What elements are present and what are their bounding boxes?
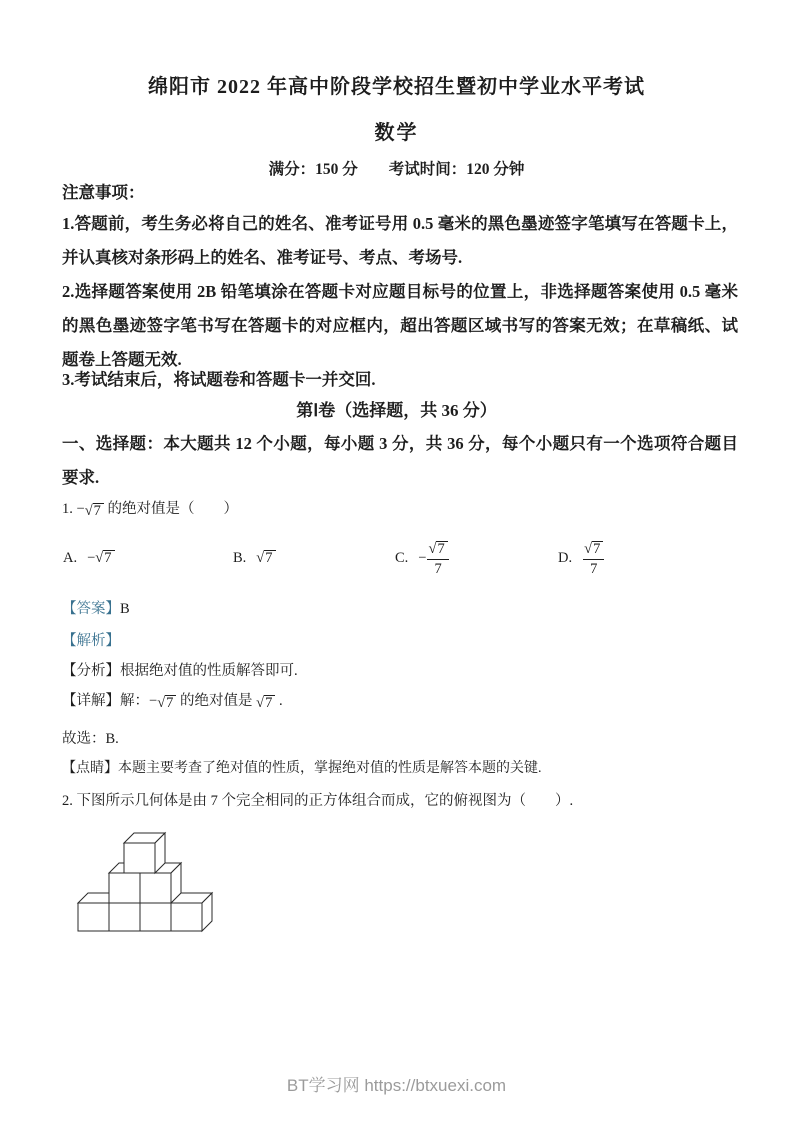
fraction-denominator: 7 (427, 559, 448, 578)
radicand: 7 (264, 550, 275, 566)
radicand: 7 (592, 541, 603, 557)
notice-item-1: 1.答题前，考生务必将自己的姓名、准考证号用 0.5 毫米的黑色墨迹签字笔填写在答题卡上，并认真核对条形码上的姓名、准考证号、考点、考场号. (62, 214, 738, 267)
sqrt-sign: √ (256, 549, 265, 566)
minus-sign: − (87, 549, 96, 566)
sqrt-sign: √ (256, 695, 265, 711)
radical-expression (428, 540, 447, 558)
option-a (63, 533, 115, 583)
detailed-solution-line (62, 689, 738, 712)
answer-label: 【答案】 (62, 601, 120, 617)
option-b (233, 533, 276, 583)
analysis-method-line: 【分析】根据绝对值的性质解答即可. (62, 663, 298, 679)
radicand: 7 (165, 695, 176, 711)
notice-item-2: 2.选择题答案使用 2B 铅笔填涂在答题卡对应题目标号的位置上，非选择题答案使用 0.5 毫米的黑色墨迹签字笔书写在答题卡的对应框内，超出答题区域书写的答案无效；在草稿纸、试题卷上答题无效. (62, 282, 738, 369)
analysis-label: 【解析】 (62, 633, 120, 649)
sqrt-sign: √ (584, 540, 593, 557)
conclusion-line: 故选：B. (62, 731, 119, 747)
subject-title: 数学 (374, 122, 419, 144)
notice-heading: 注意事项： (62, 183, 145, 202)
radicand: 7 (93, 503, 104, 519)
minus-sign: − (418, 549, 427, 566)
radical-expression (256, 550, 275, 567)
radical-expression (584, 540, 603, 558)
question-1-stem (62, 497, 738, 520)
option-a-label: A. (63, 549, 78, 566)
minus-sign: − (76, 501, 85, 517)
radical-expression (256, 695, 275, 712)
solution-middle: 的绝对值是 (176, 693, 257, 709)
answer-line (62, 597, 738, 618)
answer-value: B (120, 601, 130, 617)
seven-cubes-figure (73, 826, 223, 938)
section-title: 第Ⅰ卷（选择题，共 36 分） (296, 401, 497, 420)
radical-expression (95, 550, 114, 567)
fraction-denominator: 7 (583, 559, 604, 578)
minus-sign: − (149, 693, 158, 709)
fraction-expression (426, 538, 449, 578)
radicand: 7 (436, 541, 447, 557)
option-c (395, 533, 450, 583)
radical-expression (157, 695, 176, 712)
remark-line: 【点睛】本题主要考查了绝对值的性质，掌握绝对值的性质是解答本题的关键. (62, 761, 542, 776)
fraction-expression (582, 538, 605, 578)
fraction-numerator (582, 538, 605, 559)
sqrt-sign: √ (157, 695, 166, 711)
sqrt-sign: √ (95, 549, 104, 566)
option-d-label: D. (558, 549, 573, 566)
option-b-label: B. (233, 549, 247, 566)
option-d (558, 533, 605, 583)
exam-info-line: 满分：150 分 考试时间：120 分钟 (268, 161, 525, 178)
footer-link[interactable]: BT学习网 https://btxuexi.com (286, 1076, 507, 1095)
radicand: 7 (103, 550, 114, 566)
solution-prefix: 【详解】解： (62, 693, 149, 709)
solution-suffix: . (275, 693, 283, 709)
notice-item-3: 3.考试结束后，将试题卷和答题卡一并交回. (62, 370, 376, 389)
sqrt-sign: √ (428, 540, 437, 557)
question-2-stem: 2. 下图所示几何体是由 7 个完全相同的正方体组合而成，它的俯视图为（ ）. (62, 793, 574, 809)
option-c-label: C. (395, 549, 409, 566)
question-1-text: 的绝对值是（ ） (103, 501, 239, 517)
question-1-number: 1. (62, 501, 77, 517)
section-instructions: 一、选择题：本大题共 12 个小题，每小题 3 分，共 36 分，每个小题只有一个选项符合题目要求. (62, 434, 738, 487)
page-title: 绵阳市 2022 年高中阶段学校招生暨初中学业水平考试 (148, 76, 645, 98)
fraction-numerator (426, 538, 449, 559)
radical-expression (85, 503, 104, 520)
radicand: 7 (264, 695, 275, 711)
sqrt-sign: √ (84, 503, 93, 519)
